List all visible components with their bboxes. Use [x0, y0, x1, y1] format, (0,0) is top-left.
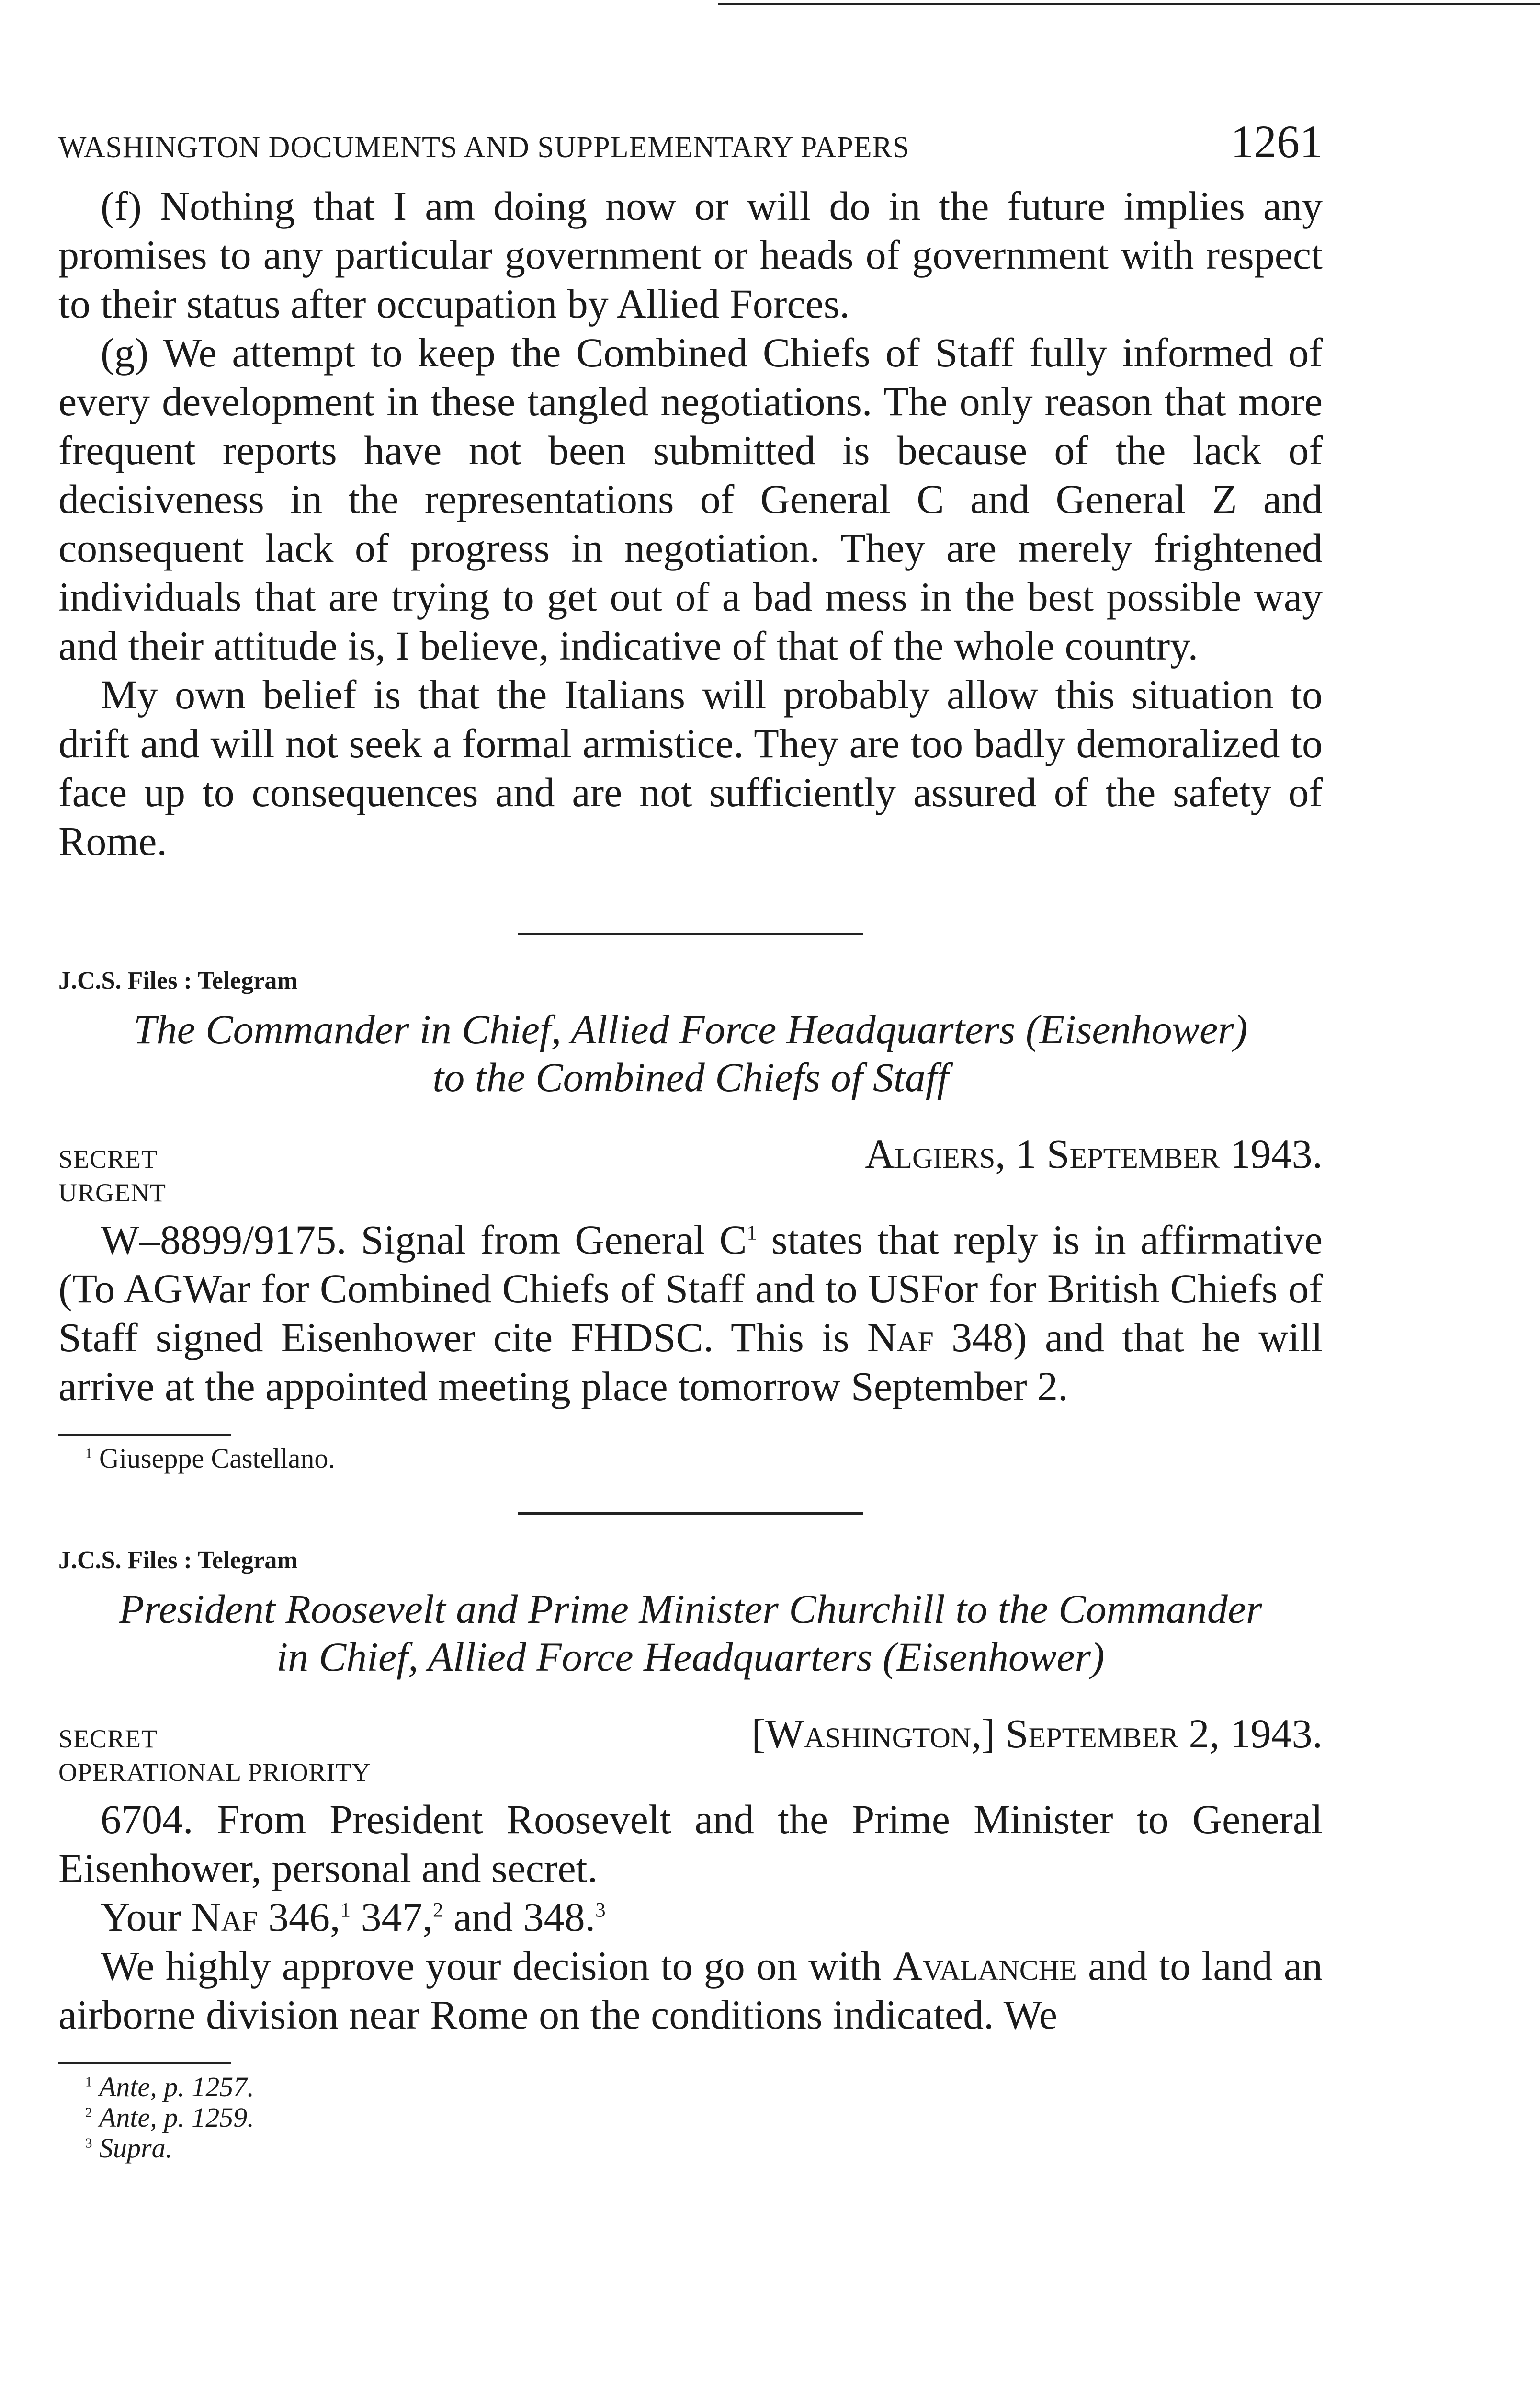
doc1-footnote [58, 1443, 1323, 1474]
doc2-p2-part-a: Your [101, 1894, 192, 1940]
doc2-footnote-1-number: 1 [85, 2074, 92, 2090]
doc2-p2-ref-1: 1 [340, 1899, 351, 1922]
running-head [58, 115, 1323, 168]
doc2-p2-part-b: 346, [258, 1894, 340, 1940]
continuation-paragraph-f: (f) Nothing that I am doing now or will do in the future implies any promises to any particular government or heads of government with respect to their status after occupation by Allied Forces. [58, 183, 1323, 327]
doc2-p3-part-a: We highly approve your decision to go on with [101, 1943, 893, 1989]
doc1-body-part-c: . This is [703, 1314, 867, 1360]
doc2-footnote-1-text: Ante, p. 1257. [99, 2071, 254, 2102]
doc1-priority: URGENT [58, 1178, 166, 1207]
doc1-footnote-ref: 1 [747, 1221, 758, 1244]
doc1-heading-line1: The Commander in Chief, Allied Force Headquarters (Eisenhower) [133, 1006, 1248, 1052]
doc2-footnote-3-number: 3 [85, 2135, 92, 2151]
doc1-naf: Naf [867, 1314, 934, 1360]
doc1-footnote-text: Giuseppe Castellano. [99, 1443, 335, 1474]
continuation-paragraph-g: (g) We attempt to keep the Combined Chiefs of Staff fully informed of every development in these tangled negotiations. The only reason that more frequent reports have not been submitted is because of the lack of decisiveness in the representations of General C and General Z and consequent lack of progress in negotiation. They are merely frightened individuals that are trying to get out of a bad mess in the best possible way and their attitude is, I believe, indicative of that of the whole country. [58, 330, 1323, 669]
doc1-source-label: J.C.S. Files : Telegram [58, 967, 298, 994]
doc2-source-label: J.C.S. Files : Telegram [58, 1547, 298, 1574]
doc2-footnote-2-number: 2 [85, 2105, 92, 2121]
doc2-paragraph-3 [58, 1941, 1323, 2039]
doc2-priority: OPERATIONAL PRIORITY [58, 1758, 371, 1787]
doc2-p2-part-d: and 348. [443, 1894, 596, 1940]
doc1-body-part-d: 348) and that he will arrive at the appointed meeting place tomorrow September 2. [58, 1314, 1323, 1409]
doc2-heading-line1: President Roosevelt and Prime Minister Churchill to the Commander [119, 1586, 1262, 1632]
doc1-dateline: Algiers, 1 September 1943. [865, 1131, 1323, 1177]
doc2-meta-row [58, 1710, 1323, 1757]
doc2-heading-line2: in Chief, Allied Force Headquarters (Eisenhower) [276, 1634, 1105, 1680]
doc2-footnote-2 [58, 2102, 1323, 2133]
doc2-p2-naf: Naf [191, 1894, 258, 1940]
top-edge-rule [718, 3, 1540, 5]
doc1-body-part-a: W–8899/9175. Signal from General C [101, 1217, 747, 1263]
doc2-footnote-3 [58, 2133, 1323, 2164]
running-title: WASHINGTON DOCUMENTS AND SUPPLEMENTARY PAPERS [58, 131, 910, 164]
doc1-cite: FHDSC [570, 1314, 703, 1360]
doc2-classification: SECRET [58, 1724, 158, 1753]
doc2-footnote-1 [58, 2072, 1323, 2102]
doc1-body-part-b: states that reply is in affirmative (To AGWar for Combined Chiefs of Staff and to USFor for British Chiefs of Staff signed Eisenhower cite [58, 1217, 1323, 1360]
doc2-p2-part-c: 347, [350, 1894, 433, 1940]
doc2-p2-ref-3: 3 [595, 1899, 606, 1922]
page [58, 115, 1323, 2164]
page-number: 1261 [1231, 116, 1323, 167]
doc2-paragraph-1: 6704. From President Roosevelt and the Prime Minister to General Eisenhower, personal and secret. [58, 1796, 1323, 1891]
doc1-meta-row [58, 1130, 1323, 1178]
doc2-dateline: [Washington,] September 2, 1943. [751, 1711, 1323, 1756]
doc2-footnote-3-text: Supra. [99, 2133, 173, 2164]
doc1-heading-line2: to the Combined Chiefs of Staff [432, 1054, 949, 1100]
continuation-paragraph-belief: My own belief is that the Italians will probably allow this situation to drift and will not seek a formal armistice. They are too badly demoralized to face up to consequences and are not sufficiently assured of the safety of Rome. [58, 672, 1323, 864]
doc1-body [58, 1215, 1323, 1411]
doc2-p3-avalanche: Avalanche [893, 1943, 1077, 1989]
doc1-classification: SECRET [58, 1145, 158, 1174]
doc2-p3-part-b: and to land an airborne division near Rome on the conditions indicated. We [58, 1943, 1323, 2038]
doc1-footnote-number: 1 [85, 1446, 92, 1461]
doc2-footnote-2-text: Ante, p. 1259. [99, 2102, 254, 2133]
doc2-p2-ref-2: 2 [432, 1899, 443, 1922]
doc2-paragraph-2 [58, 1893, 1323, 1941]
